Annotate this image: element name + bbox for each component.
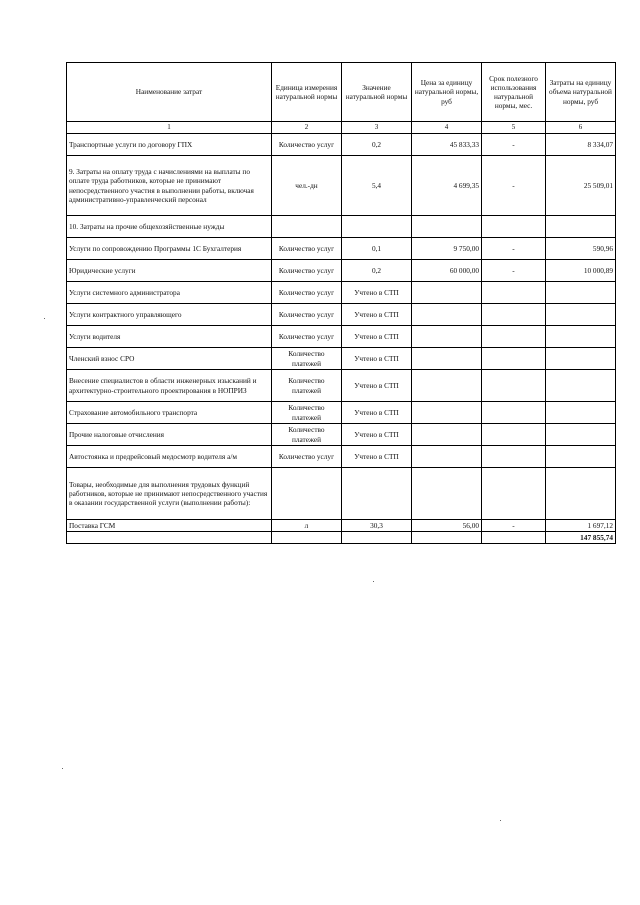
table-row	[67, 282, 616, 304]
blank-cell	[67, 532, 272, 544]
cell-cost	[546, 282, 616, 304]
cell-value: Учтено в СТП	[342, 370, 412, 402]
cell-unit: чел.-дн	[272, 156, 342, 216]
cell-value: 0,2	[342, 134, 412, 156]
cell-cost	[546, 424, 616, 446]
cell-unit: Количество платежей	[272, 424, 342, 446]
cell-term: -	[482, 134, 546, 156]
cell-cost: 25 509,01	[546, 156, 616, 216]
cell-name: Услуги контрактного управляющего	[67, 304, 272, 326]
cell-name: Внесение специалистов в области инженерных изысканий и архитектурно-строительного проектирования в НОПРИЗ	[67, 370, 272, 402]
cell-unit: Количество услуг	[272, 326, 342, 348]
header-row	[67, 63, 616, 122]
cell-price	[412, 446, 482, 468]
table-row	[67, 446, 616, 468]
cell-price	[412, 326, 482, 348]
cell-unit: Количество услуг	[272, 260, 342, 282]
cell-term	[482, 370, 546, 402]
cell-value: 0,2	[342, 260, 412, 282]
scan-speck	[62, 768, 63, 769]
cell-cost	[546, 370, 616, 402]
header-name: Наименование затрат	[67, 63, 272, 122]
blank-cell	[412, 532, 482, 544]
cell-cost: 590,96	[546, 238, 616, 260]
cell-price: 56,00	[412, 520, 482, 532]
cell-value: Учтено в СТП	[342, 446, 412, 468]
cell-term	[482, 424, 546, 446]
cell-cost	[546, 216, 616, 238]
cell-value: Учтено в СТП	[342, 304, 412, 326]
cell-unit: Количество услуг	[272, 304, 342, 326]
cell-price: 4 699,35	[412, 156, 482, 216]
cell-value	[342, 216, 412, 238]
table-row	[67, 402, 616, 424]
scan-speck	[44, 318, 45, 319]
cell-price	[412, 370, 482, 402]
column-number: 5	[482, 122, 546, 134]
column-number: 3	[342, 122, 412, 134]
cell-price	[412, 304, 482, 326]
cell-name: Автостоянка и предрейсовый медосмотр водителя а/м	[67, 446, 272, 468]
table-row	[67, 468, 616, 520]
cell-name: Поставка ГСМ	[67, 520, 272, 532]
scan-speck	[500, 820, 501, 821]
section-title: 10. Затраты на прочие общехозяйственные нужды	[67, 216, 272, 238]
header-unit: Единица измерения натуральной нормы	[272, 63, 342, 122]
cell-term	[482, 446, 546, 468]
header-cost: Затраты на единицу объема натуральной нормы, руб	[546, 63, 616, 122]
cell-value: Учтено в СТП	[342, 402, 412, 424]
table-row	[67, 260, 616, 282]
column-number: 2	[272, 122, 342, 134]
cell-unit: Количество платежей	[272, 402, 342, 424]
cost-table	[66, 62, 616, 544]
cell-value: 30,3	[342, 520, 412, 532]
cell-value: 0,1	[342, 238, 412, 260]
cell-term	[482, 468, 546, 520]
cell-unit	[272, 216, 342, 238]
cell-price	[412, 282, 482, 304]
table-row	[67, 348, 616, 370]
cell-price	[412, 402, 482, 424]
cell-price	[412, 216, 482, 238]
header-term: Срок полезного использования натуральной нормы, мес.	[482, 63, 546, 122]
cell-value: 5,4	[342, 156, 412, 216]
total-value: 147 855,74	[546, 532, 616, 544]
cell-name: Услуги системного администратора	[67, 282, 272, 304]
cell-price: 60 000,00	[412, 260, 482, 282]
section-row	[67, 216, 616, 238]
cell-unit: Количество услуг	[272, 446, 342, 468]
table-row	[67, 520, 616, 532]
cell-price: 9 750,00	[412, 238, 482, 260]
cell-unit	[272, 468, 342, 520]
cell-cost	[546, 326, 616, 348]
cell-cost: 1 697,12	[546, 520, 616, 532]
cell-cost	[546, 446, 616, 468]
cell-value: Учтено в СТП	[342, 326, 412, 348]
cell-cost	[546, 402, 616, 424]
table-row	[67, 134, 616, 156]
cell-unit: Количество услуг	[272, 282, 342, 304]
cell-term	[482, 304, 546, 326]
cell-name: Услуги по сопровождению Программы 1С Бухгалтерия	[67, 238, 272, 260]
cell-name: Товары, необходимые для выполнения трудовых функций работников, которые не принимают непосредственного участия в оказании государственной услуги (выполнении работы):	[67, 468, 272, 520]
cell-name: Юридические услуги	[67, 260, 272, 282]
cell-term: -	[482, 520, 546, 532]
cell-unit: Количество услуг	[272, 134, 342, 156]
blank-cell	[342, 532, 412, 544]
header-value: Значение натуральной нормы	[342, 63, 412, 122]
cell-term	[482, 216, 546, 238]
cell-unit: Количество платежей	[272, 348, 342, 370]
table-row	[67, 238, 616, 260]
cell-cost: 8 334,07	[546, 134, 616, 156]
cell-cost	[546, 468, 616, 520]
total-row	[67, 532, 616, 544]
cell-term	[482, 326, 546, 348]
cell-cost	[546, 348, 616, 370]
header-price: Цена за единицу натуральной нормы, руб	[412, 63, 482, 122]
cell-term	[482, 348, 546, 370]
cell-value: Учтено в СТП	[342, 282, 412, 304]
table-row	[67, 326, 616, 348]
cell-unit: Количество платежей	[272, 370, 342, 402]
cell-term	[482, 282, 546, 304]
cell-name: Прочие налоговые отчисления	[67, 424, 272, 446]
cell-term: -	[482, 260, 546, 282]
column-number: 1	[67, 122, 272, 134]
cell-price	[412, 424, 482, 446]
cell-value	[342, 468, 412, 520]
blank-cell	[272, 532, 342, 544]
cell-name: Страхование автомобильного транспорта	[67, 402, 272, 424]
cell-value: Учтено в СТП	[342, 424, 412, 446]
table-row	[67, 304, 616, 326]
column-number: 6	[546, 122, 616, 134]
cell-name: 9. Затраты на оплату труда с начислениями на выплаты по оплате труда работников, которые не принимают непосредственного участия в выполнении работы, включая административно-управленческий персонал	[67, 156, 272, 216]
cell-price: 45 833,33	[412, 134, 482, 156]
cell-value: Учтено в СТП	[342, 348, 412, 370]
cell-cost	[546, 304, 616, 326]
blank-cell	[482, 532, 546, 544]
cell-term	[482, 402, 546, 424]
cell-unit: Количество услуг	[272, 238, 342, 260]
column-number: 4	[412, 122, 482, 134]
cell-name: Транспортные услуги по договору ГПХ	[67, 134, 272, 156]
cell-price	[412, 348, 482, 370]
cell-term: -	[482, 238, 546, 260]
table-row	[67, 424, 616, 446]
column-number-row	[67, 122, 616, 134]
cell-price	[412, 468, 482, 520]
cell-name: Услуги водителя	[67, 326, 272, 348]
cell-unit: л	[272, 520, 342, 532]
cell-name: Членский взнос СРО	[67, 348, 272, 370]
scan-speck	[373, 581, 374, 582]
cell-term: -	[482, 156, 546, 216]
cell-cost: 10 000,89	[546, 260, 616, 282]
table-row	[67, 156, 616, 216]
table-row	[67, 370, 616, 402]
